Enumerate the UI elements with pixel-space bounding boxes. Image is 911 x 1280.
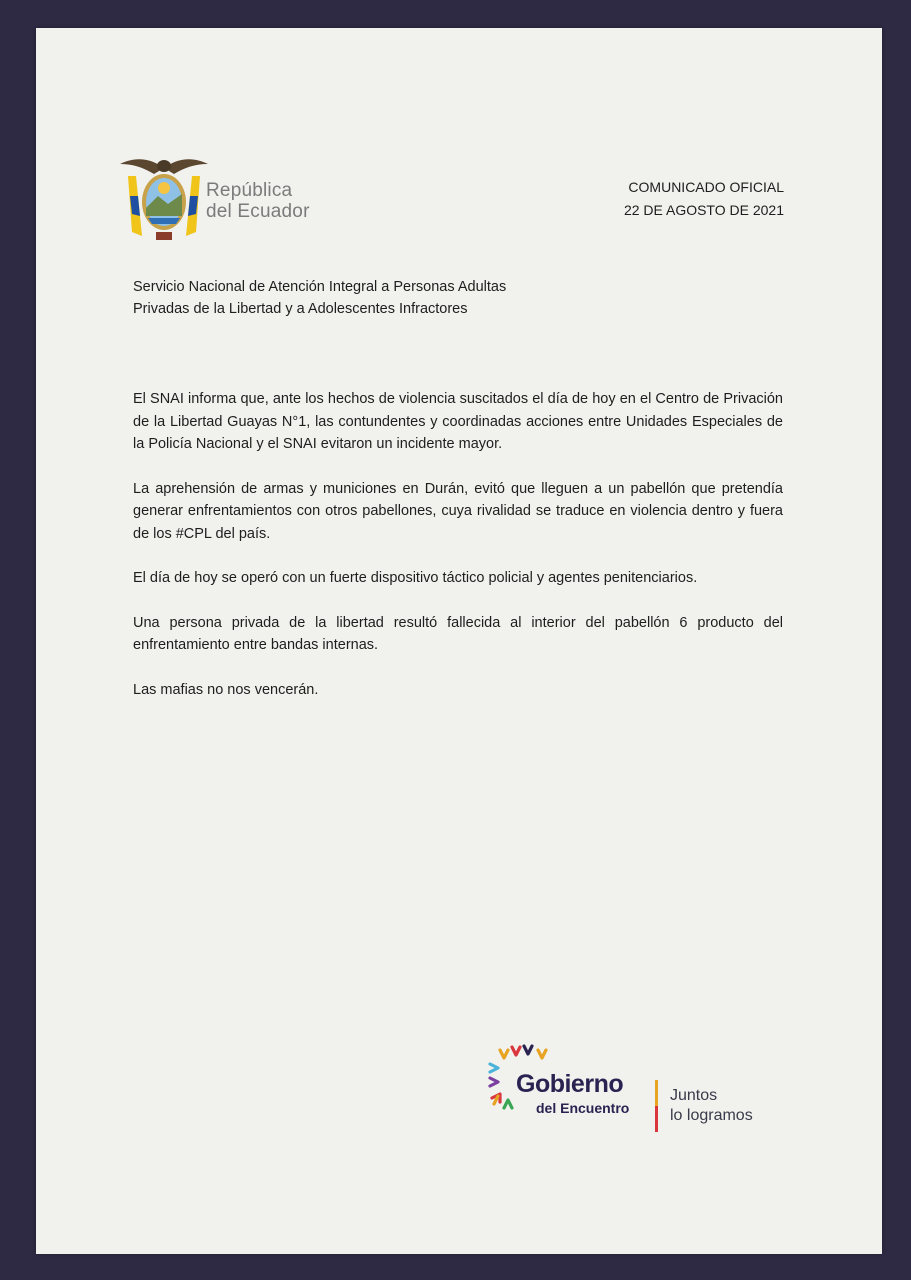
paragraph: Una persona privada de la libertad resultó fallecida al interior del pabellón 6 producto del enfrentamiento entre bandas internas. <box>133 614 783 653</box>
institution-line2: Privadas de la Libertad y a Adolescentes Infractores <box>133 301 468 317</box>
republica-del-ecuador-wordmark <box>206 180 310 222</box>
institution-line1: Servicio Nacional de Atención Integral a Personas Adultas <box>133 279 507 295</box>
brand-name: Gobierno <box>516 1070 624 1098</box>
paragraph: El SNAI informa que, ante los hechos de violencia suscitados el día de hoy en el Centro de Privación de la Libertad Guayas N°1, las contundentes y coordinadas acciones entre Unidades Especiales de la Policía Nacional y el SNAI evitaron un incidente mayor. <box>133 391 783 452</box>
slogan-line1: Juntos <box>670 1087 718 1104</box>
republica-line1: República <box>206 180 293 201</box>
document-header <box>624 176 784 222</box>
slogan-line2: lo logramos <box>670 1107 753 1124</box>
document-date: 22 DE AGOSTO DE 2021 <box>623 202 784 218</box>
brand-slogan <box>670 1086 753 1126</box>
gobierno-del-encuentro-logo <box>486 1044 786 1124</box>
republica-line2: del Ecuador <box>206 201 310 222</box>
institution-name <box>133 276 506 320</box>
brand-divider <box>655 1080 658 1132</box>
paragraph: Las mafias no nos vencerán. <box>133 681 319 698</box>
brand-subtitle: del Encuentro <box>536 1100 630 1116</box>
paragraph: El día de hoy se operó con un fuerte dispositivo táctico policial y agentes penitenciarios. <box>133 570 698 586</box>
ecuador-coat-of-arms-icon <box>118 146 210 246</box>
document-type: COMUNICADO OFICIAL <box>628 179 784 195</box>
paragraph: La aprehensión de armas y municiones en Durán, evitó que lleguen a un pabellón que pretendía generar enfrentamientos con otros pabellones, cuya rivalidad se traduce en violencia dentro y fuera de los #CPL del país. <box>133 480 783 542</box>
document-page <box>36 28 882 1254</box>
communique-body <box>133 388 783 723</box>
